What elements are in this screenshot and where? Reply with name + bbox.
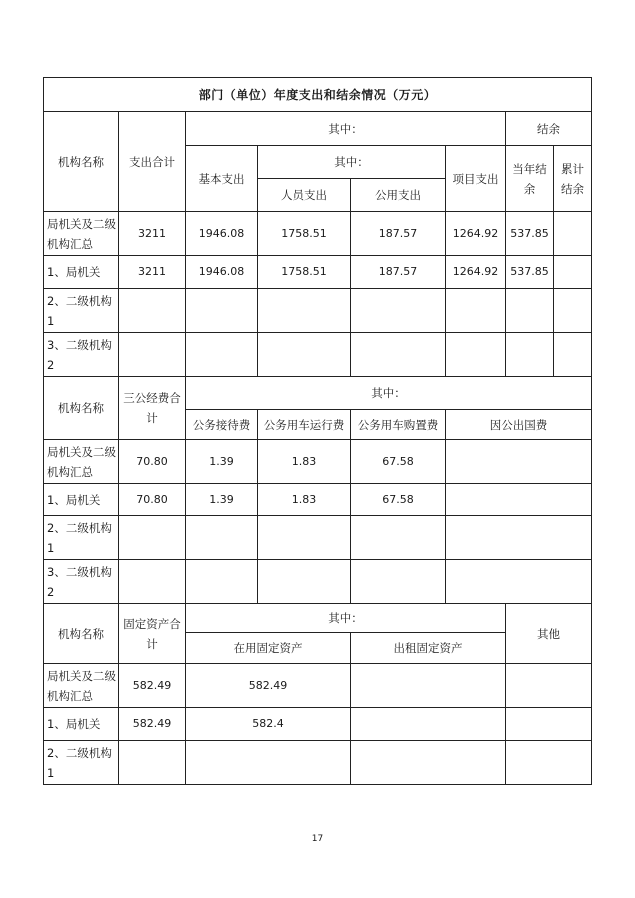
row-name: 局机关及二级机构汇总	[44, 440, 119, 484]
cell-current-surplus: 537.85	[506, 212, 554, 256]
cell-abroad	[446, 516, 592, 560]
cell-total: 582.49	[119, 664, 186, 708]
header-three-public-total: 三公经费合计	[119, 377, 186, 440]
cell-vehicle-purchase	[351, 516, 446, 560]
header-accumulated-surplus: 累计结余	[554, 146, 592, 212]
cell-public: 187.57	[351, 212, 446, 256]
cell-other	[506, 741, 592, 785]
table-row	[44, 256, 592, 289]
cell-reception	[186, 516, 258, 560]
row-name: 2、二级机构1	[44, 516, 119, 560]
cell-reception: 1.39	[186, 484, 258, 516]
table-row	[44, 741, 592, 785]
cell-current-surplus	[506, 333, 554, 377]
cell-abroad	[446, 560, 592, 604]
page-number: 17	[311, 834, 324, 844]
cell-total	[119, 560, 186, 604]
cell-abroad	[446, 484, 592, 516]
row-name: 1、局机关	[44, 708, 119, 741]
header-personnel-expenditure: 人员支出	[258, 179, 351, 212]
cell-current-surplus	[506, 289, 554, 333]
header-in-use-assets: 在用固定资产	[186, 633, 351, 664]
cell-reception: 1.39	[186, 440, 258, 484]
cell-current-surplus: 537.85	[506, 256, 554, 289]
header-leased-assets: 出租固定资产	[351, 633, 506, 664]
table-row	[44, 289, 592, 333]
header-abroad: 因公出国费	[446, 410, 592, 440]
cell-basic	[186, 289, 258, 333]
table-row	[44, 212, 592, 256]
row-name: 1、局机关	[44, 256, 119, 289]
header-basic-expenditure: 基本支出	[186, 146, 258, 212]
cell-public	[351, 289, 446, 333]
cell-project: 1264.92	[446, 256, 506, 289]
cell-accumulated-surplus	[554, 333, 592, 377]
header-total-expenditure: 支出合计	[119, 112, 186, 212]
row-name: 1、局机关	[44, 484, 119, 516]
header-org-name-2: 机构名称	[44, 377, 119, 440]
cell-vehicle-running: 1.83	[258, 440, 351, 484]
cell-public: 187.57	[351, 256, 446, 289]
header-of-which: 其中：	[186, 112, 506, 146]
cell-total	[119, 516, 186, 560]
cell-total: 582.49	[119, 708, 186, 741]
cell-basic: 1946.08	[186, 212, 258, 256]
cell-accumulated-surplus	[554, 289, 592, 333]
expenditure-table	[43, 77, 592, 785]
header-vehicle-purchase: 公务用车购置费	[351, 410, 446, 440]
cell-personnel	[258, 333, 351, 377]
cell-project	[446, 289, 506, 333]
cell-personnel: 1758.51	[258, 212, 351, 256]
table-row	[44, 516, 592, 560]
cell-total: 3211	[119, 212, 186, 256]
cell-in-use	[186, 741, 351, 785]
report-page	[43, 77, 591, 785]
row-name: 局机关及二级机构汇总	[44, 664, 119, 708]
cell-basic	[186, 333, 258, 377]
header-org-name: 机构名称	[44, 112, 119, 212]
table-row	[44, 560, 592, 604]
cell-in-use: 582.4	[186, 708, 351, 741]
cell-accumulated-surplus	[554, 212, 592, 256]
table-row	[44, 484, 592, 516]
cell-in-use: 582.49	[186, 664, 351, 708]
cell-vehicle-purchase: 67.58	[351, 484, 446, 516]
cell-project	[446, 333, 506, 377]
header-reception: 公务接待费	[186, 410, 258, 440]
cell-vehicle-purchase: 67.58	[351, 440, 446, 484]
cell-leased	[351, 708, 506, 741]
header-vehicle-running: 公务用车运行费	[258, 410, 351, 440]
cell-public	[351, 333, 446, 377]
cell-other	[506, 708, 592, 741]
header-current-surplus: 当年结余	[506, 146, 554, 212]
cell-leased	[351, 741, 506, 785]
cell-vehicle-running	[258, 560, 351, 604]
cell-basic: 1946.08	[186, 256, 258, 289]
cell-personnel	[258, 289, 351, 333]
row-name: 3、二级机构2	[44, 560, 119, 604]
cell-reception	[186, 560, 258, 604]
cell-vehicle-running: 1.83	[258, 484, 351, 516]
row-name: 2、二级机构1	[44, 741, 119, 785]
cell-personnel: 1758.51	[258, 256, 351, 289]
table-row	[44, 664, 592, 708]
header-fixed-assets-total: 固定资产合计	[119, 604, 186, 664]
cell-leased	[351, 664, 506, 708]
cell-abroad	[446, 440, 592, 484]
header-of-which-3: 其中：	[186, 377, 592, 410]
header-project-expenditure: 项目支出	[446, 146, 506, 212]
header-public-expenditure: 公用支出	[351, 179, 446, 212]
table-row	[44, 440, 592, 484]
row-name: 局机关及二级机构汇总	[44, 212, 119, 256]
cell-vehicle-purchase	[351, 560, 446, 604]
table-title: 部门（单位）年度支出和结余情况（万元）	[44, 78, 592, 112]
table-row	[44, 708, 592, 741]
cell-vehicle-running	[258, 516, 351, 560]
cell-project: 1264.92	[446, 212, 506, 256]
header-of-which-4: 其中：	[186, 604, 506, 633]
header-of-which-2: 其中：	[258, 146, 446, 179]
cell-accumulated-surplus	[554, 256, 592, 289]
header-other: 其他	[506, 604, 592, 664]
row-name: 3、二级机构2	[44, 333, 119, 377]
cell-total: 70.80	[119, 484, 186, 516]
cell-total: 3211	[119, 256, 186, 289]
cell-total: 70.80	[119, 440, 186, 484]
header-surplus: 结余	[506, 112, 592, 146]
table-row	[44, 333, 592, 377]
row-name: 2、二级机构1	[44, 289, 119, 333]
cell-total	[119, 333, 186, 377]
header-org-name-3: 机构名称	[44, 604, 119, 664]
cell-total	[119, 741, 186, 785]
cell-other	[506, 664, 592, 708]
cell-total	[119, 289, 186, 333]
